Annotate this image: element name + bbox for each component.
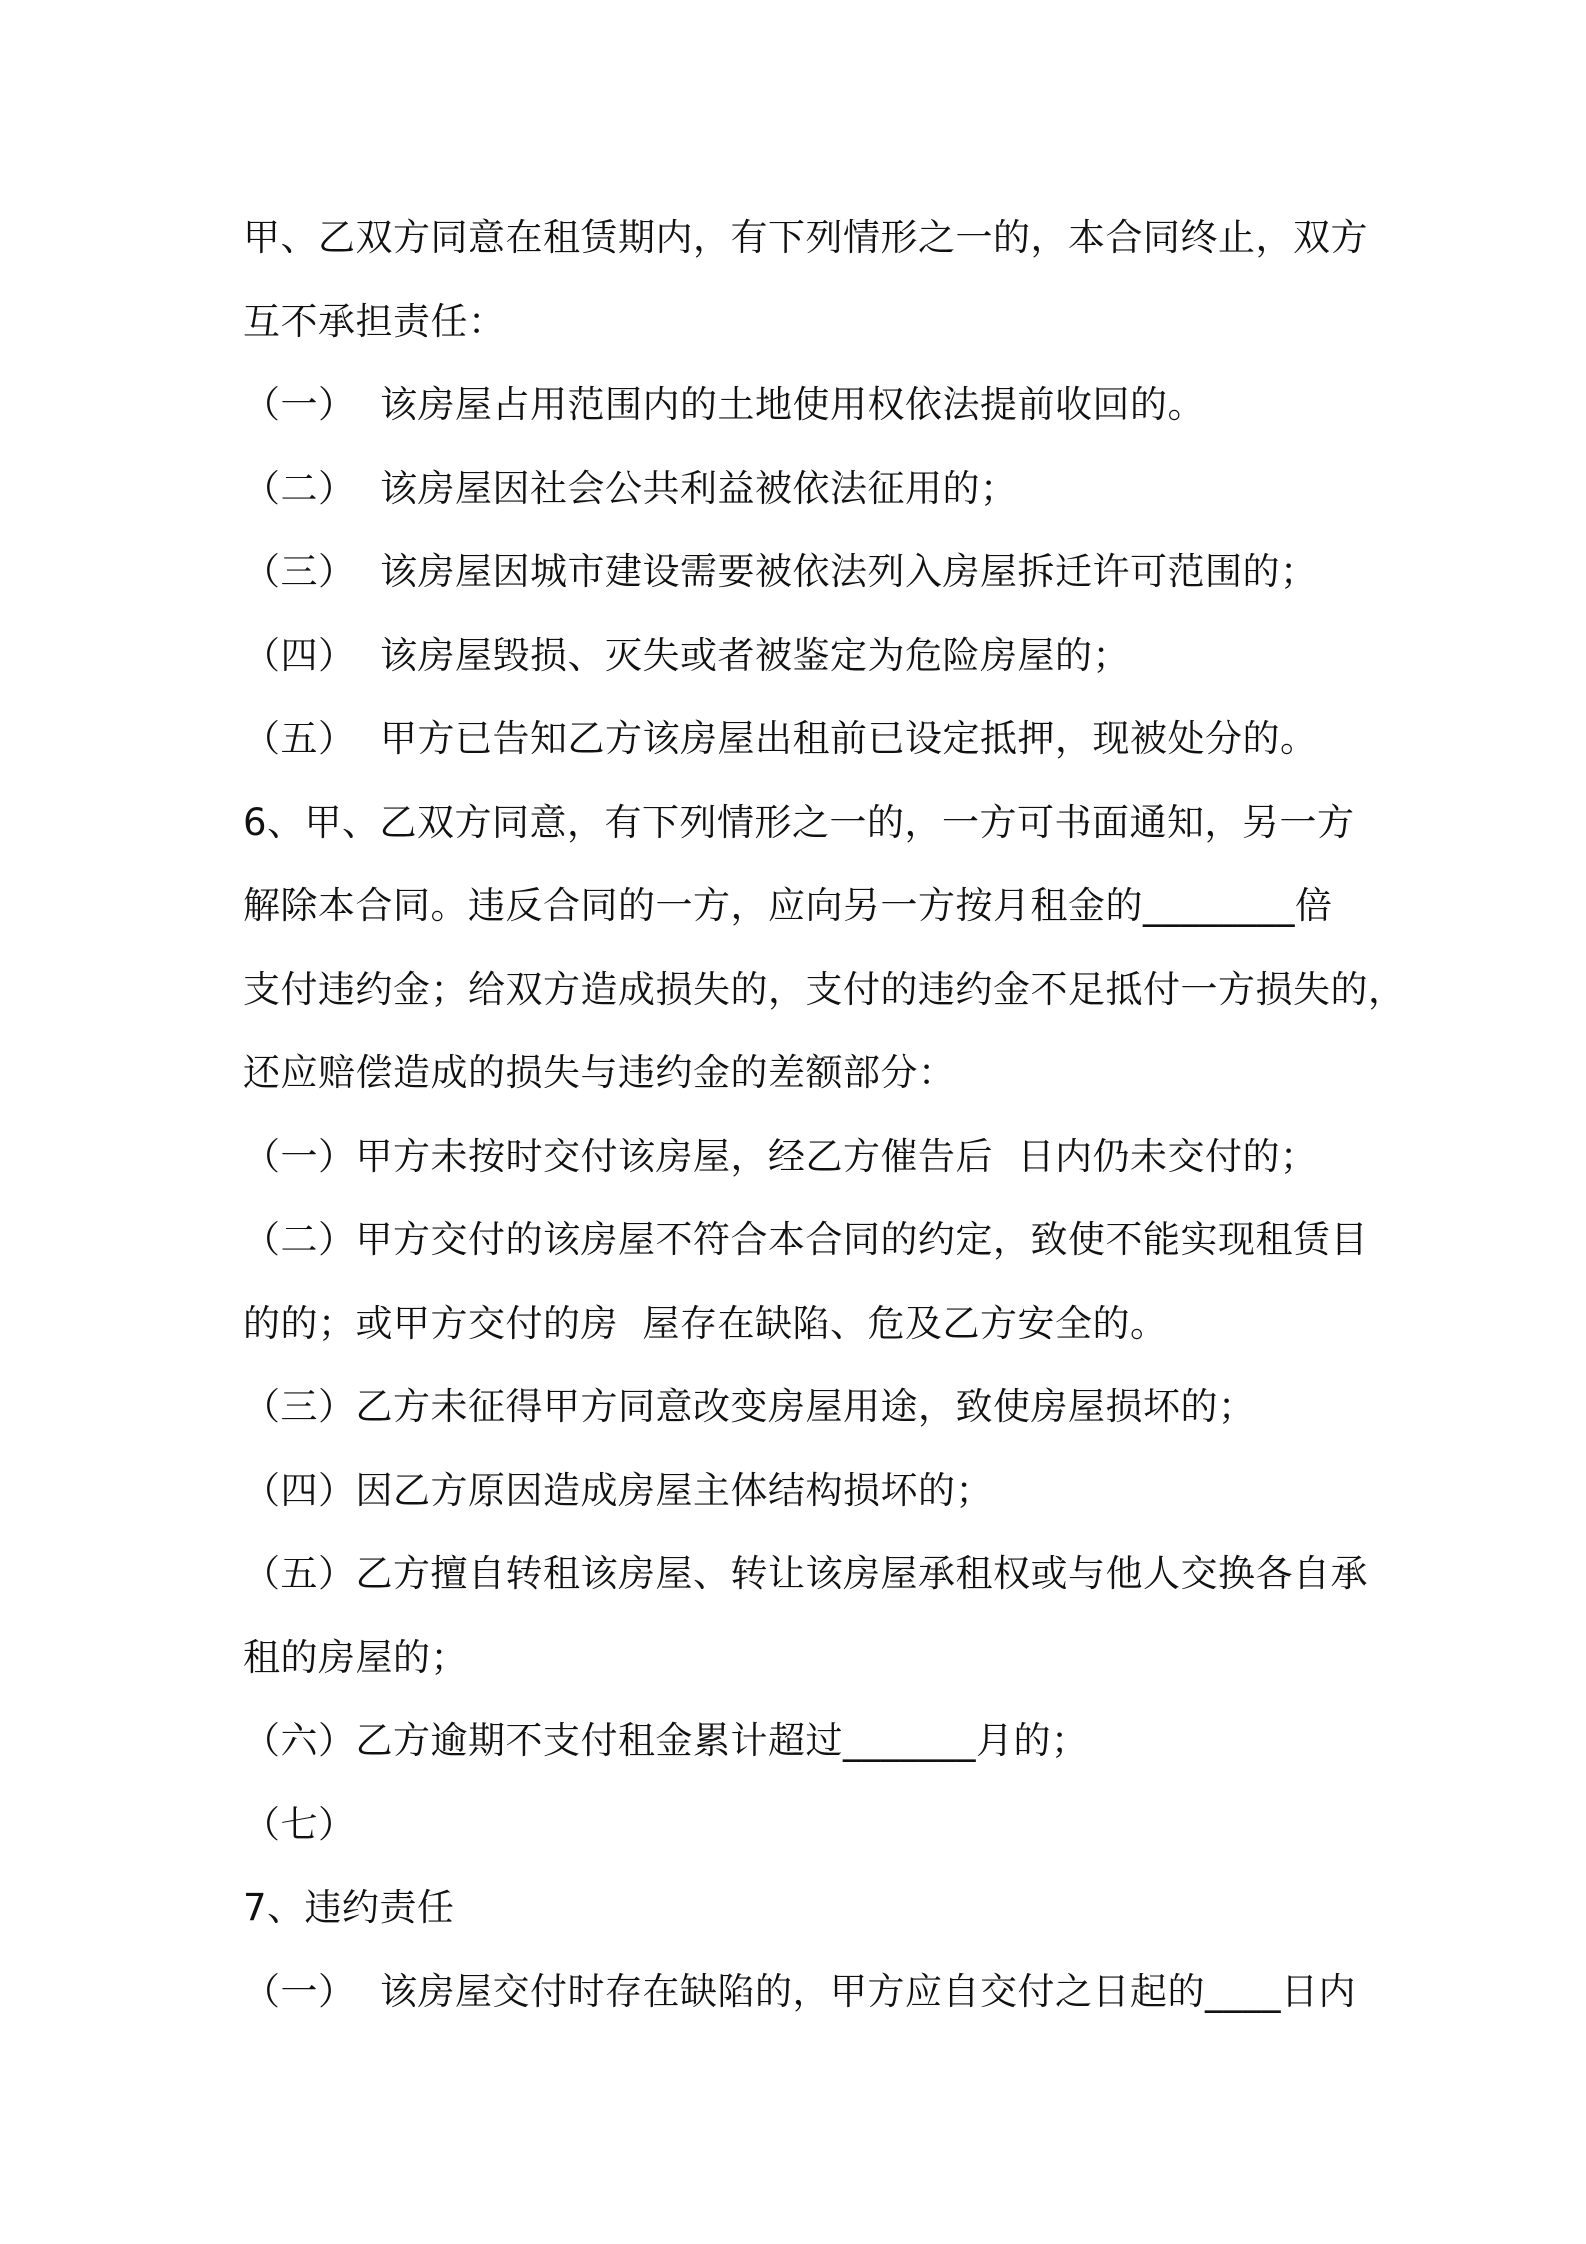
clause-item: （二）甲方交付的该房屋不符合本合同的约定，致使不能实现租赁目 <box>243 1218 1368 1261</box>
clause-item: （六）乙方逾期不支付租金累计超过_______月的； <box>243 1719 1089 1762</box>
clause-item: （五） 甲方已告知乙方该房屋出租前已设定抵押，现被处分的。 <box>243 717 1318 760</box>
clause-item: （四） 该房屋毁损、灭失或者被鉴定为危险房屋的； <box>243 633 1131 677</box>
clause-item: （二） 该房屋因社会公共利益被依法征用的； <box>243 466 1018 510</box>
section-7-heading: 7、违约责任 <box>243 1886 455 1929</box>
clause-item: （一） 该房屋占用范围内的土地使用权依法提前收回的。 <box>243 383 1206 426</box>
clause-item: （五）乙方擅自转租该房屋、转让该房屋承租权或与他人交换各自承 <box>243 1552 1368 1595</box>
section-6-line: 解除本合同。违反合同的一方，应向另一方按月租金的________倍 <box>243 884 1333 927</box>
clause-item: （一）甲方未按时交付该房屋，经乙方催告后 日内仍未交付的； <box>243 1134 1318 1178</box>
clause-item: （四）因乙方原因造成房屋主体结构损坏的； <box>243 1468 993 1512</box>
clause-item: （一） 该房屋交付时存在缺陷的，甲方应自交付之日起的____日内 <box>243 1969 1357 2013</box>
contract-text <box>243 196 1406 2033</box>
section-6-line: 6、甲、乙双方同意，有下列情形之一的，一方可书面通知，另一方 <box>243 800 1355 844</box>
clause-item: （七） <box>243 1802 356 1846</box>
clause-item-continuation: 租的房屋的； <box>243 1635 468 1679</box>
clause-item: （三）乙方未征得甲方同意改变房屋用途，致使房屋损坏的； <box>243 1385 1256 1428</box>
paragraph-line: 互不承担责任： <box>243 299 506 343</box>
section-6-line: 支付违约金；给双方造成损失的，支付的违约金不足抵付一方损失的， <box>243 967 1406 1011</box>
section-6-line: 还应赔偿造成的损失与违约金的差额部分： <box>243 1051 956 1094</box>
paragraph-line: 甲、乙双方同意在租赁期内，有下列情形之一的，本合同终止，双方 <box>243 216 1368 259</box>
clause-item-continuation: 的的；或甲方交付的房 屋存在缺陷、危及乙方安全的。 <box>243 1301 1168 1345</box>
clause-item: （三） 该房屋因城市建设需要被依法列入房屋拆迁许可范围的； <box>243 550 1318 593</box>
